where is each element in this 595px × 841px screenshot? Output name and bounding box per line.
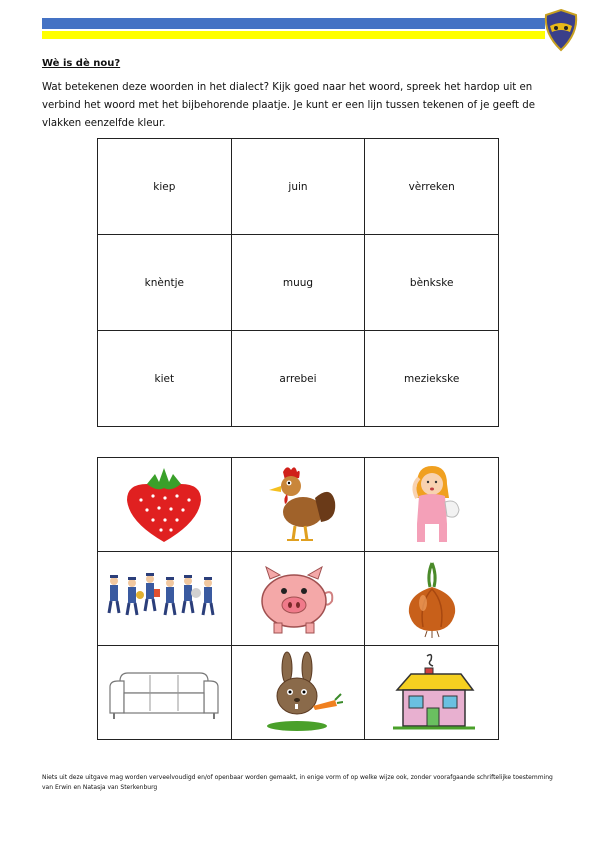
picture-cell-house[interactable]	[365, 646, 499, 740]
marching-band-icon	[104, 569, 224, 629]
word-grid	[97, 138, 499, 427]
picture-cell-sofa[interactable]	[98, 646, 232, 740]
header-band-yellow	[42, 31, 545, 39]
picture-cell-pig[interactable]	[231, 552, 365, 646]
rabbit-icon	[253, 650, 343, 736]
word-cell[interactable]: kiep	[98, 139, 232, 235]
sofa-icon	[106, 661, 222, 725]
word-cell[interactable]: knèntje	[98, 235, 232, 331]
picture-cell-rooster[interactable]	[231, 458, 365, 552]
word-cell[interactable]: arrebei	[231, 331, 365, 427]
pig-icon	[248, 559, 348, 639]
word-cell[interactable]: muug	[231, 235, 365, 331]
header-band	[42, 18, 545, 42]
instructions-text: Wat betekenen deze woorden in het dialect? Kijk goed naar het woord, spreek het hardop uit en verbind het woord met het bijbehorende plaatje. Je kunt er een lijn tussen tekenen of je geeft de vlakken eenzelfde kleur.	[42, 82, 535, 129]
word-cell[interactable]: kiet	[98, 331, 232, 427]
picture-cell-sick-girl[interactable]	[365, 458, 499, 552]
word-cell[interactable]: meziekske	[365, 331, 499, 427]
picture-row	[98, 552, 499, 646]
rooster-icon	[253, 462, 343, 548]
header-band-blue	[42, 18, 545, 29]
picture-cell-onion[interactable]	[365, 552, 499, 646]
word-row	[98, 139, 499, 235]
strawberry-icon	[119, 462, 209, 548]
word-cell[interactable]: vèrreken	[365, 139, 499, 235]
page-title: Wè is dè nou?	[42, 58, 121, 69]
house-icon	[387, 650, 477, 736]
sick-girl-icon	[387, 462, 477, 548]
picture-cell-marching-band[interactable]	[98, 552, 232, 646]
word-row	[98, 331, 499, 427]
word-row	[98, 235, 499, 331]
word-cell[interactable]: juin	[231, 139, 365, 235]
shield-mask-logo	[542, 8, 580, 52]
word-cell[interactable]: bènkske	[365, 235, 499, 331]
picture-row	[98, 646, 499, 740]
picture-grid	[97, 457, 499, 740]
picture-row	[98, 458, 499, 552]
copyright-notice: Niets uit deze uitgave mag worden verveelvoudigd en/of openbaar worden gemaakt, in enige vorm of op welke wijze ook, zonder voorafgaande schriftelijke toestemming van Erwin en Natasja van Sterkenburg	[42, 774, 553, 791]
onion-icon	[397, 559, 467, 639]
picture-cell-rabbit[interactable]	[231, 646, 365, 740]
picture-cell-strawberry[interactable]	[98, 458, 232, 552]
